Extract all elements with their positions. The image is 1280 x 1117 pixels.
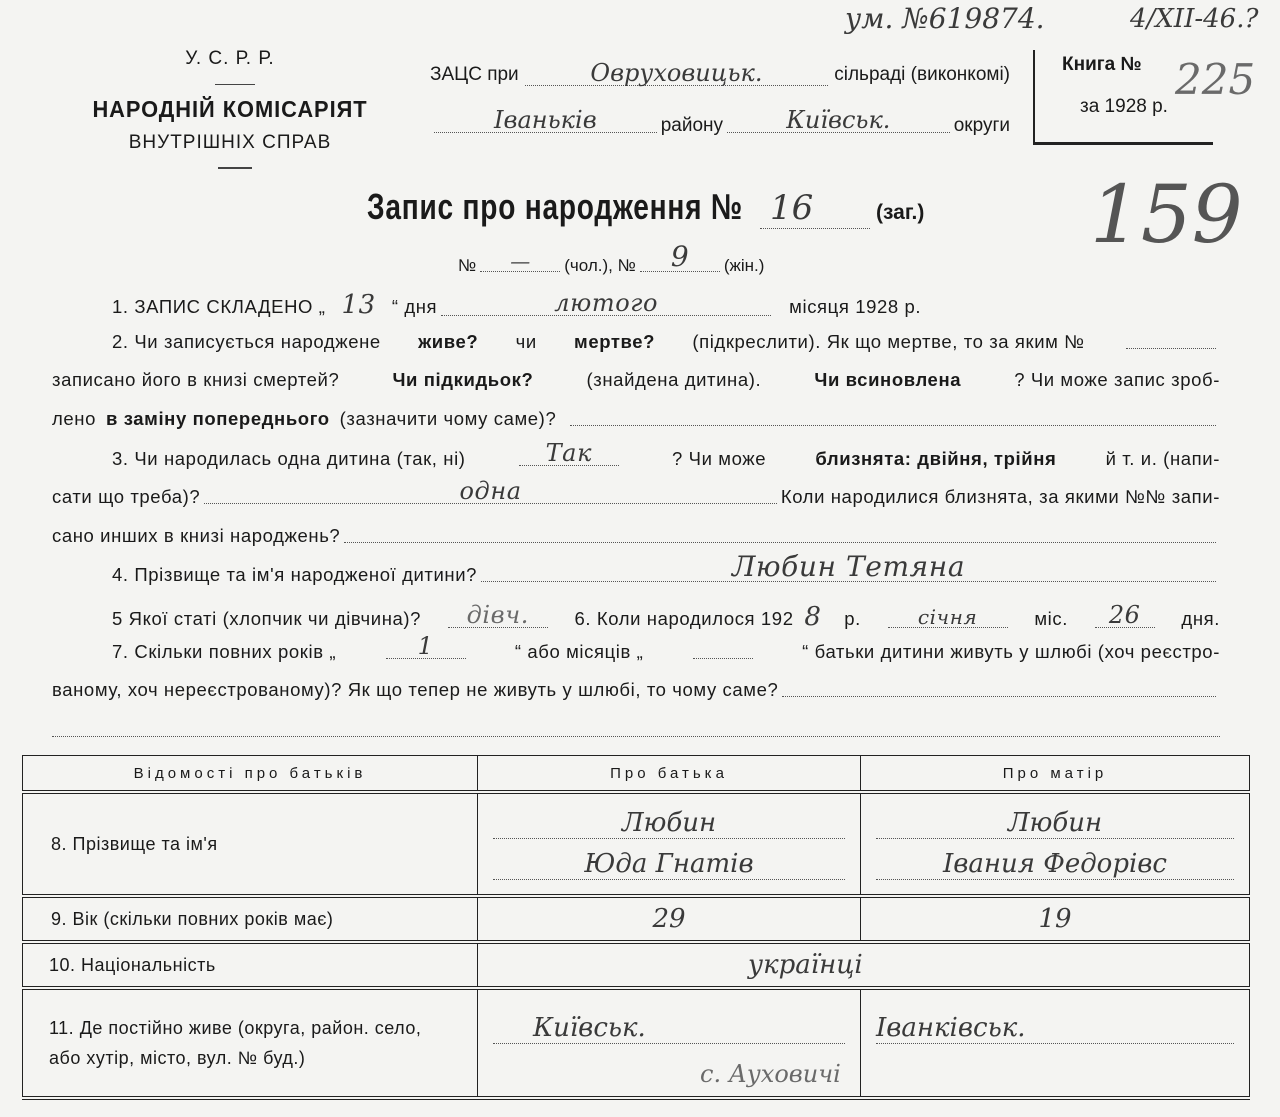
archive-number-annotation: ум. №619874. <box>845 2 1045 35</box>
nationality-value: українці <box>478 942 1250 988</box>
years-married-field <box>386 632 466 660</box>
book-number-label: Книга № <box>1062 54 1142 75</box>
female-number-value: 9 <box>670 240 689 273</box>
table-row-name <box>23 792 1250 896</box>
text: 4. Прізвище та ім'я народженої дитини? <box>112 564 478 585</box>
okruha-value: Київськ. <box>786 106 891 134</box>
column-header: Про матір <box>861 756 1250 793</box>
table-row-age <box>23 896 1250 942</box>
row-label: 9. Вік (скільки повних років має) <box>23 896 478 942</box>
father-age: 29 <box>478 896 861 942</box>
form-line-8 <box>112 550 1220 586</box>
text: “ дня <box>391 296 438 317</box>
form-line-9 <box>112 602 1220 632</box>
text: ? Чи може <box>672 448 767 469</box>
department-label: ВНУТРІШНІХ СПРАВ <box>128 132 332 153</box>
text: р. <box>844 608 861 629</box>
text: 2. Чи записується народжене <box>112 331 381 352</box>
death-record-field <box>1126 347 1216 349</box>
text: (підкреслити). Як що мертве, то за яким № <box>692 331 1085 352</box>
mother-given-name: Івания Федорівс <box>876 849 1234 880</box>
okruha-label: округи <box>953 115 1010 136</box>
mother-residence: Іванківськ. <box>876 1013 1234 1044</box>
single-child-value: Так <box>545 439 593 467</box>
female-number-field <box>640 240 720 273</box>
village-council-value: Овруховицьк. <box>590 59 763 87</box>
text: 1. ЗАПИС СКЛАДЕНО „ <box>112 296 326 317</box>
residence-village-note: с. Ауховичі <box>700 1060 841 1088</box>
text: (знайдена дитина). <box>586 369 762 390</box>
father-residence: Київськ. <box>493 1013 845 1044</box>
table-header-row <box>23 756 1250 793</box>
text: 3. Чи народилась одна дитина (так, ні) <box>112 448 466 469</box>
form-line-1 <box>112 290 1220 320</box>
text: “ або місяців „ <box>514 641 644 662</box>
book-number-value: 225 <box>1175 55 1256 104</box>
form-line-11 <box>52 679 1220 701</box>
republic-label: У. С. Р. Р. <box>185 48 275 69</box>
sex-field <box>448 601 548 629</box>
parents-table <box>22 755 1250 1100</box>
male-number-field <box>480 249 560 273</box>
twins-field <box>204 477 777 505</box>
father-surname: Любин <box>493 808 845 839</box>
zags-prefix: ЗАЦС при <box>430 64 519 85</box>
text: лено <box>52 408 96 429</box>
years-married-value: 1 <box>417 632 434 660</box>
father-name-cell <box>478 792 861 896</box>
mother-age: 19 <box>861 896 1250 942</box>
column-header: Відомості про батьків <box>23 756 478 793</box>
book-year-label: за 1928 р. <box>1080 96 1168 117</box>
row-label: 8. Прізвище та ім'я <box>23 792 478 896</box>
subtitle-line <box>458 240 765 276</box>
form-line-4 <box>52 408 1220 430</box>
district-field <box>434 106 657 134</box>
day-value: 13 <box>341 290 376 320</box>
months-married-field <box>693 657 753 659</box>
text: (зазначити чому саме)? <box>339 408 557 429</box>
sex-value: дівч. <box>466 601 529 629</box>
birth-month-value: січня <box>917 605 978 629</box>
village-council-field <box>525 59 829 87</box>
text: Чи всиновлена <box>814 369 962 390</box>
text: дня. <box>1181 608 1220 629</box>
text: живе? <box>418 331 479 352</box>
birth-year-value: 8 <box>804 602 822 632</box>
row-label: 11. Де постійно живе (округа, район. село, або хутір, місто, вул. № буд.) <box>23 988 478 1098</box>
column-header: Про батька <box>478 756 861 793</box>
text: 5 Якої статі (хлопчик чи дівчина)? <box>112 608 422 629</box>
text: 7. Скільки повних років „ <box>112 641 337 662</box>
book-box-border <box>1033 50 1035 142</box>
form-line-2 <box>112 331 1220 353</box>
text: сано инших в книзі народжень? <box>52 525 341 546</box>
district-value: Іваньків <box>494 106 597 134</box>
month-field <box>441 289 771 317</box>
month-value: лютого <box>554 289 659 317</box>
text: записано його в книзі смертей? <box>52 369 340 390</box>
text: сати що треба)? <box>52 486 201 507</box>
divider <box>215 84 255 85</box>
twins-value: одна <box>459 477 522 505</box>
single-child-field <box>519 439 619 467</box>
divider <box>218 167 252 169</box>
text: Коли народилися близнята, за якими №№ запи- <box>780 486 1220 507</box>
form-line-6 <box>52 477 1220 508</box>
margin-number: 159 <box>1090 168 1243 261</box>
mother-surname: Любин <box>876 808 1234 839</box>
text: 6. Коли народилося 192 <box>574 608 794 629</box>
district-line <box>430 106 1010 137</box>
okruha-field <box>727 106 950 134</box>
form-line-3 <box>52 369 1220 391</box>
text: “ батьки дитини живуть у шлюбі (хоч реєстро- <box>802 641 1220 662</box>
birth-day-value: 26 <box>1108 601 1141 629</box>
text: в заміну попереднього <box>106 408 330 429</box>
birth-month-field <box>888 605 1008 629</box>
commissariat-label: НАРОДНІЙ КОМІСАРІЯТ <box>92 96 368 122</box>
title-suffix: (заг.) <box>876 201 925 224</box>
table-row-nationality <box>23 942 1250 988</box>
text: ? Чи може запис зроб- <box>1014 369 1220 390</box>
replacement-field <box>570 424 1216 426</box>
form-line-5 <box>112 439 1220 470</box>
father-given-name: Юда Гнатів <box>493 849 845 880</box>
text: Чи підкидьок? <box>392 369 534 390</box>
mother-residence-cell <box>861 988 1250 1098</box>
district-label: району <box>660 115 724 136</box>
text: місяця 1928 р. <box>789 296 922 317</box>
form-line-10 <box>112 632 1220 663</box>
text: ваному, хоч нереєстрованому)? Як що тепер не живуть у шлюбі, то чому саме? <box>52 679 779 700</box>
text: чи <box>515 331 537 352</box>
council-label: сільраді (виконкомі) <box>834 64 1010 85</box>
reason-field-continued <box>52 736 1220 737</box>
mother-name-cell <box>861 792 1250 896</box>
male-label: (чол.), № <box>564 256 636 275</box>
dots <box>760 228 870 229</box>
text: й т. и. (напи- <box>1105 448 1220 469</box>
form-line-7 <box>52 525 1220 547</box>
female-label: (жін.) <box>723 256 765 275</box>
row-label: 10. Національність <box>23 942 478 988</box>
page-title: Запис про народження № <box>367 186 743 227</box>
date-annotation: 4/XII-46.? <box>1130 4 1259 34</box>
child-name-field <box>481 550 1216 583</box>
zags-line <box>430 59 1010 87</box>
number-sign: № <box>458 256 477 275</box>
record-number: 16 <box>770 188 814 228</box>
table-row-residence <box>23 988 1250 1098</box>
child-name-value: Любин Тетяна <box>731 550 966 583</box>
reason-field <box>782 695 1216 697</box>
male-number-value: — <box>510 249 531 273</box>
text: мертве? <box>574 331 656 352</box>
text: міс. <box>1034 608 1068 629</box>
twins-records-field <box>344 541 1216 543</box>
book-box-border <box>1033 142 1213 145</box>
text: близнята: двійня, трійня <box>815 448 1057 469</box>
birth-day-field <box>1095 601 1155 629</box>
